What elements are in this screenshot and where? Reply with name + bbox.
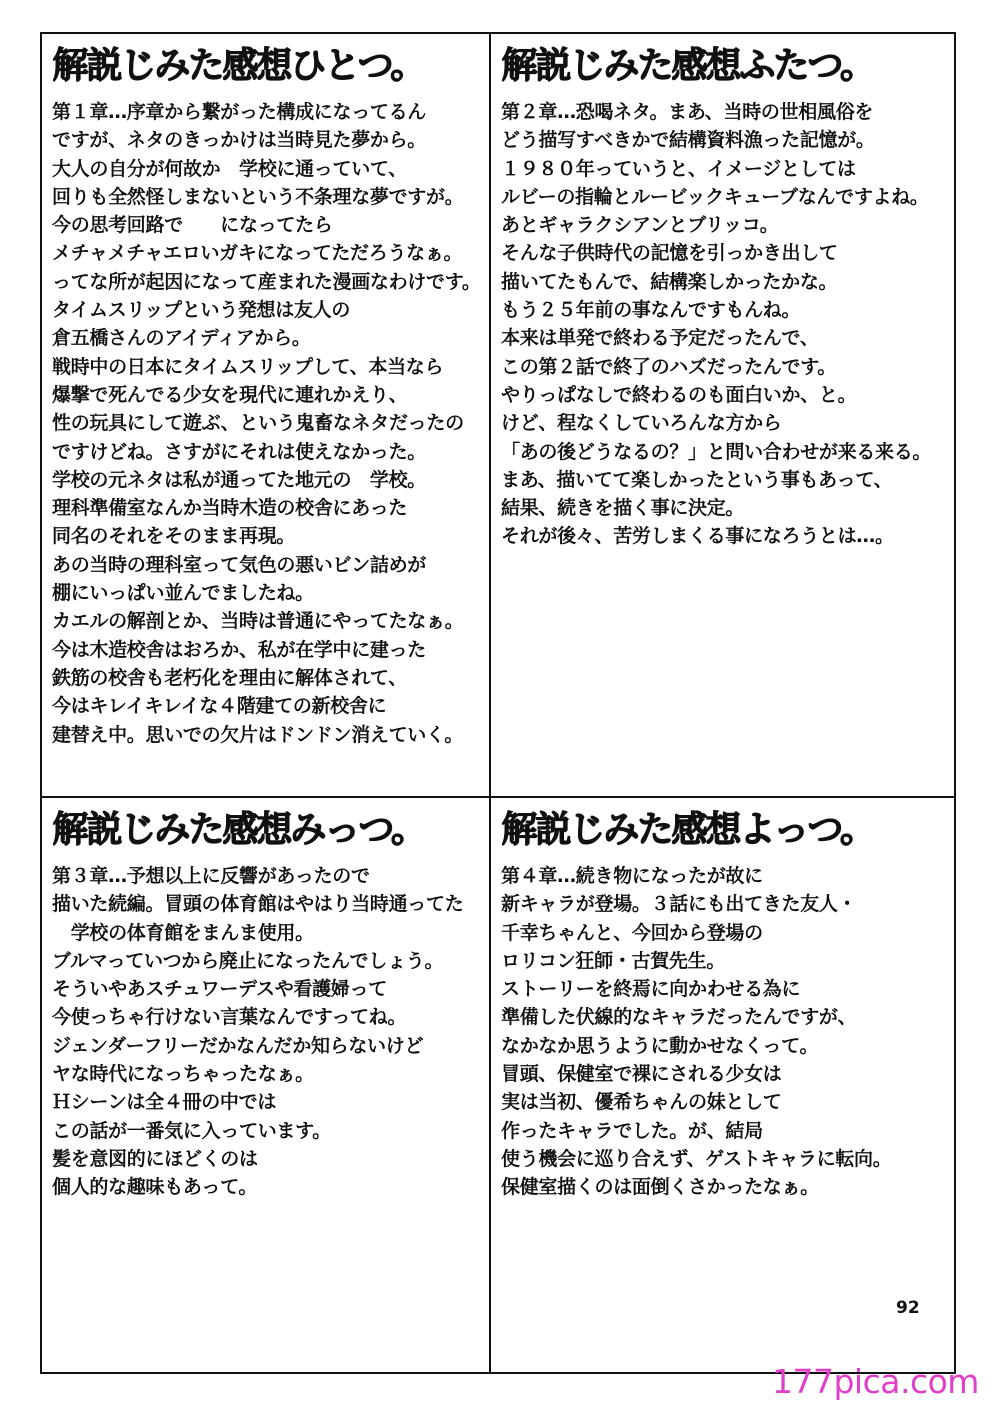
text-line: 同名のそれをそのまま再現。 [52,525,296,548]
text-line: 新キャラが登場。３話にも出てきた友人・ [501,893,857,916]
panel-title: 解説じみた感想よっつ。 [501,809,874,850]
text-line: 千幸ちゃんと、今回から登場の [501,921,763,944]
text-line: 個人的な趣味もあって。 [52,1176,258,1199]
text-line: 本来は単発で終わる予定だったんで、 [501,327,819,350]
panel-title: 解説じみた感想ふたつ。 [501,45,874,86]
text-line: そんな子供時代の記憶を引っかき出して [501,242,838,265]
text-line: メチャメチャエロいガキになってただろうなぁ。 [52,242,463,265]
commentary-panel-4 [491,798,954,1372]
text-line: 建替え中。思いでの欠片はドンドン消えていく。 [52,723,464,746]
text-line: 今は木造校舎はおろか、私が在学中に建った [52,638,427,661]
commentary-panel-1 [42,34,489,796]
text-line: やりっぱなしで終わるのも面白いか、と。 [501,383,857,406]
text-line: なかなか思うように動かせなくって。 [501,1034,819,1057]
text-line: それが後々、苦労しまくる事になろうとは…。 [501,525,894,548]
text-line: 戦時中の日本にタイムスリップして、本当なら [52,355,444,378]
commentary-panel-3 [42,798,489,1372]
text-line: 棚にいっぱい並んでましたね。 [52,582,314,605]
text-line: まあ、描いてて楽しかったという事もあって、 [501,468,893,491]
text-line: 回りも全然怪しまないという不条理な夢ですが。 [52,185,464,208]
text-line: 「あの後どうなるの？」と問い合わせが来る来る。 [501,440,932,463]
text-line: どう描写すべきかで結構資料漁った記憶が。 [501,129,875,152]
text-line: もう２５年前の事なんですもんね。 [501,299,801,322]
text-line: 実は当初、優希ちゃんの妹として [501,1091,782,1114]
text-line: ストーリーを終焉に向かわせる為に [501,978,801,1001]
panel-title: 解説じみた感想ひとつ。 [52,45,424,86]
text-line: 描いた続編。冒頭の体育館はやはり当時通ってた [52,893,464,916]
text-line: 学校の元ネタは私が通ってた地元の 学校。 [52,468,427,491]
text-line: 学校の体育館をまんま使用。 [52,921,314,944]
text-line: 描いてたもんで、結構楽しかったかな。 [501,270,838,293]
text-line: カエルの解剖とか、当時は普通にやってたなぁ。 [52,610,464,633]
text-line: 第３章…予想以上に反響があったので [52,865,370,887]
panel-body [52,862,481,1202]
text-line: 結果、続きを描く事に決定。 [501,497,745,520]
panel-body [501,98,946,551]
text-line: 作ったキャラでした。が、結局 [501,1119,763,1142]
text-line: ブルマっていつから廃止になったんでしょう。 [52,949,444,972]
text-line: 今はキレイキレイな４階建ての新校舎に [52,695,387,718]
site-watermark: 177pica.com [772,1362,979,1401]
text-line: ってな所が起因になって産まれた漫画なわけです。 [52,270,481,293]
text-line: 冒頭、保健室で裸にされる少女は [501,1063,782,1086]
text-line: 爆撃で死んでる少女を現代に連れかえり、 [52,383,408,406]
panel-body [501,862,946,1202]
text-line: 第２章…恐喝ネタ。まあ、当時の世相風俗を [501,101,874,123]
text-line: 理科準備室なんか当時木造の校舎にあった [52,497,408,520]
text-line: ロリコン狂師・古賀先生。 [501,949,726,972]
text-line: 性の玩具にして遊ぶ、という鬼畜なネタだったの [52,412,464,435]
text-line: 今使っちゃ行けない言葉なんですってね。 [52,1006,407,1029]
text-line: 大人の自分が何故か 学校に通っていて、 [52,157,407,180]
text-line: 準備した伏線的なキャラだったんですが、 [501,1006,857,1029]
text-line: あとギャラクシアンとブリッコ。 [501,214,779,237]
text-line: 髪を意図的にほどくのは [52,1147,258,1170]
text-line: ですが、ネタのきっかけは当時見た夢から。 [52,129,427,152]
text-line: そういやあスチュワーデスや看護婦って [52,978,387,1001]
text-line: １９８０年っていうと、イメージとしては [501,157,856,180]
text-line: ジェンダーフリーだかなんだか知らないけど [52,1034,424,1057]
text-line: ですけどね。さすがにそれは使えなかった。 [52,440,427,463]
page-number: 92 [896,1298,920,1318]
text-line: 第４章…続き物になったが故に [501,865,763,887]
commentary-panel-2 [491,34,954,796]
text-line: 第１章…序章から繋がった構成になってるん [52,101,427,123]
text-line: ヤな時代になっちゃったなぁ。 [52,1063,314,1086]
text-line: けど、程なくしていろんな方から [501,412,782,435]
text-line: 保健室描くのは面倒くさかったなぁ。 [501,1176,819,1199]
text-line: この話が一番気に入っています。 [52,1119,331,1142]
text-line: ルビーの指輪とルービックキューブなんですよね。 [501,185,929,208]
panel-title: 解説じみた感想みっつ。 [52,809,425,850]
panel-body [52,98,481,749]
text-line: 今の思考回路で になってたら [52,214,333,237]
text-line: あの当時の理科室って気色の悪いビン詰めが [52,553,427,576]
text-line: この第２話で終了のハズだったんです。 [501,355,837,378]
text-line: Ｈシーンは全４冊の中では [52,1091,277,1114]
commentary-grid [40,32,956,1374]
text-line: 使う機会に巡り合えず、ゲストキャラに転向。 [501,1147,892,1170]
text-line: タイムスリップという発想は友人の [52,299,351,322]
text-line: 鉄筋の校舎も老朽化を理由に解体されて、 [52,666,407,689]
text-line: 倉五橋さんのアイディアから。 [52,327,311,350]
